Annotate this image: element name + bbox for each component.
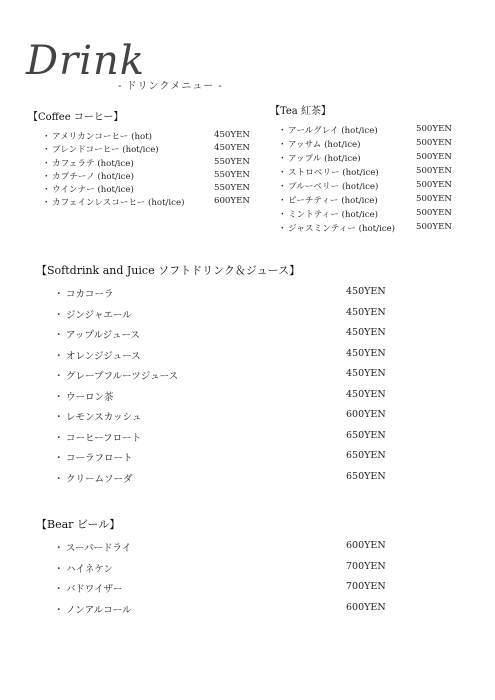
menu-item-price: 500YEN bbox=[416, 180, 452, 190]
menu-item bbox=[54, 450, 414, 471]
bullet-mark: ・ bbox=[54, 391, 64, 403]
menu-item-price: 550YEN bbox=[214, 183, 250, 194]
bullet-mark: ・ bbox=[54, 473, 64, 485]
menu-item-price: 450YEN bbox=[346, 286, 386, 297]
menu-item bbox=[54, 581, 414, 602]
menu-item-price: 500YEN bbox=[416, 208, 452, 218]
menu-item bbox=[54, 430, 414, 451]
menu-item-name: カフェインレスコーヒー (hot/ice) bbox=[52, 198, 185, 209]
menu-item bbox=[278, 180, 488, 194]
menu-item-price: 600YEN bbox=[214, 196, 250, 207]
bullet-mark: ・ bbox=[54, 563, 64, 575]
menu-subtitle: - ドリンクメニュー - bbox=[118, 81, 223, 92]
menu-item-name: カフェラテ (hot/ice) bbox=[52, 158, 134, 169]
menu-item-price: 500YEN bbox=[416, 222, 452, 232]
menu-item-price: 450YEN bbox=[346, 327, 386, 338]
menu-item-price: 650YEN bbox=[346, 429, 386, 441]
menu-item-name: レモンスカッシュ bbox=[66, 412, 142, 423]
menu-item-price: 600YEN bbox=[346, 601, 386, 613]
menu-item bbox=[278, 166, 488, 180]
menu-item-name: コーラフロート bbox=[66, 453, 133, 464]
menu-item-name: アッサム (hot/ice) bbox=[288, 140, 361, 150]
beer-section-heading: 【Bear ビール】 bbox=[36, 518, 121, 531]
menu-item bbox=[54, 348, 414, 369]
menu-item-price: 500YEN bbox=[416, 138, 452, 148]
menu-item-price: 600YEN bbox=[346, 540, 386, 551]
bullet-mark: ・ bbox=[54, 412, 64, 423]
menu-item-name: ハイネケン bbox=[66, 563, 113, 575]
menu-item bbox=[278, 222, 488, 236]
menu-item-price: 450YEN bbox=[346, 388, 386, 400]
coffee-section-heading: 【Coffee コーヒー】 bbox=[28, 112, 124, 123]
bullet-mark: ・ bbox=[54, 371, 64, 382]
menu-item-price: 650YEN bbox=[346, 470, 386, 482]
menu-item-name: バドワイザー bbox=[66, 584, 123, 595]
coffee-list bbox=[42, 130, 267, 210]
bullet-mark: ・ bbox=[54, 309, 64, 321]
bullet-mark: ・ bbox=[42, 171, 51, 182]
menu-item-name: アップルジュース bbox=[66, 330, 141, 341]
menu-item-price: 500YEN bbox=[416, 166, 452, 176]
menu-item bbox=[278, 208, 488, 222]
menu-item bbox=[278, 194, 488, 208]
bullet-mark: ・ bbox=[54, 543, 64, 554]
bullet-mark: ・ bbox=[278, 140, 287, 150]
menu-item bbox=[42, 157, 267, 170]
menu-item bbox=[54, 286, 414, 307]
menu-item-name: アップル (hot/ice) bbox=[288, 154, 361, 164]
softdrink-section-heading: 【Softdrink and Juice ソフトドリンク＆ジュース】 bbox=[36, 264, 301, 277]
menu-item bbox=[42, 183, 267, 196]
menu-item-name: ウーロン茶 bbox=[66, 391, 114, 403]
menu-item-name: ブレンドコーヒー (hot/ice) bbox=[52, 145, 159, 156]
menu-item-name: コカコーラ bbox=[66, 289, 114, 300]
bullet-mark: ・ bbox=[42, 158, 51, 169]
menu-item bbox=[54, 540, 414, 561]
menu-item-name: スーパードライ bbox=[66, 543, 132, 554]
menu-item-price: 450YEN bbox=[214, 130, 250, 140]
bullet-mark: ・ bbox=[42, 132, 51, 142]
menu-item-price: 500YEN bbox=[416, 194, 452, 204]
bullet-mark: ・ bbox=[278, 210, 287, 220]
menu-item-price: 700YEN bbox=[346, 581, 386, 592]
menu-item bbox=[54, 561, 414, 582]
menu-item bbox=[278, 138, 488, 152]
menu-item bbox=[278, 124, 488, 138]
menu-item bbox=[42, 143, 267, 156]
menu-item-name: ミントティー (hot/ice) bbox=[288, 210, 379, 220]
menu-item-price: 650YEN bbox=[346, 450, 386, 461]
bullet-mark: ・ bbox=[278, 196, 287, 206]
menu-item-name: ブルーベリー (hot/ice) bbox=[288, 182, 379, 192]
bullet-mark: ・ bbox=[278, 224, 287, 234]
menu-item-price: 550YEN bbox=[214, 169, 250, 180]
menu-item bbox=[278, 152, 488, 166]
menu-item bbox=[54, 471, 414, 492]
menu-item-name: ストロベリー (hot/ice) bbox=[288, 168, 379, 178]
softdrink-list bbox=[54, 286, 414, 491]
menu-item-name: コーヒーフロート bbox=[66, 432, 142, 444]
menu-item-name: ノンアルコール bbox=[66, 604, 132, 616]
menu-item-name: オレンジジュース bbox=[66, 350, 141, 362]
menu-item-name: アメリカンコーヒー (hot) bbox=[52, 132, 152, 142]
menu-item-name: カプチーノ (hot/ice) bbox=[52, 171, 134, 182]
menu-item-name: アールグレイ (hot/ice) bbox=[288, 126, 378, 136]
bullet-mark: ・ bbox=[278, 182, 287, 192]
bullet-mark: ・ bbox=[54, 453, 64, 464]
menu-item bbox=[54, 409, 414, 430]
menu-item-price: 600YEN bbox=[346, 409, 386, 420]
bullet-mark: ・ bbox=[54, 289, 64, 300]
menu-item-price: 500YEN bbox=[416, 152, 452, 162]
menu-item bbox=[54, 602, 414, 623]
menu-item-price: 500YEN bbox=[416, 124, 452, 134]
menu-item-name: ジンジャエール bbox=[66, 309, 132, 321]
menu-item bbox=[54, 389, 414, 410]
bullet-mark: ・ bbox=[278, 168, 287, 178]
menu-item-name: ジャスミンティー (hot/ice) bbox=[288, 224, 396, 234]
beer-list bbox=[54, 540, 414, 622]
menu-item-name: ウインナー (hot/ice) bbox=[52, 185, 134, 196]
menu-title: Drink bbox=[26, 38, 145, 84]
menu-item bbox=[54, 368, 414, 389]
menu-item bbox=[54, 307, 414, 328]
menu-item-price: 550YEN bbox=[214, 156, 250, 167]
menu-item-name: ピーチティー (hot/ice) bbox=[288, 196, 378, 206]
menu-item-price: 450YEN bbox=[346, 368, 386, 379]
menu-item-name: グレープフルーツジュース bbox=[66, 371, 179, 382]
bullet-mark: ・ bbox=[278, 154, 287, 164]
menu-item bbox=[42, 196, 267, 209]
tea-list bbox=[278, 124, 488, 236]
menu-item bbox=[54, 327, 414, 348]
menu-item-price: 450YEN bbox=[346, 306, 386, 318]
bullet-mark: ・ bbox=[54, 432, 64, 444]
menu-item-price: 450YEN bbox=[214, 143, 250, 154]
menu-item-price: 450YEN bbox=[346, 347, 386, 359]
bullet-mark: ・ bbox=[42, 185, 51, 196]
menu-item bbox=[42, 170, 267, 183]
menu-item bbox=[42, 130, 267, 143]
bullet-mark: ・ bbox=[54, 584, 64, 595]
bullet-mark: ・ bbox=[54, 330, 64, 341]
tea-section-heading: 【Tea 紅茶】 bbox=[270, 106, 331, 117]
bullet-mark: ・ bbox=[42, 145, 51, 156]
menu-item-name: クリームソーダ bbox=[66, 473, 133, 485]
bullet-mark: ・ bbox=[54, 604, 64, 616]
bullet-mark: ・ bbox=[42, 198, 51, 209]
bullet-mark: ・ bbox=[54, 350, 64, 362]
bullet-mark: ・ bbox=[278, 126, 287, 136]
menu-item-price: 700YEN bbox=[346, 560, 386, 572]
